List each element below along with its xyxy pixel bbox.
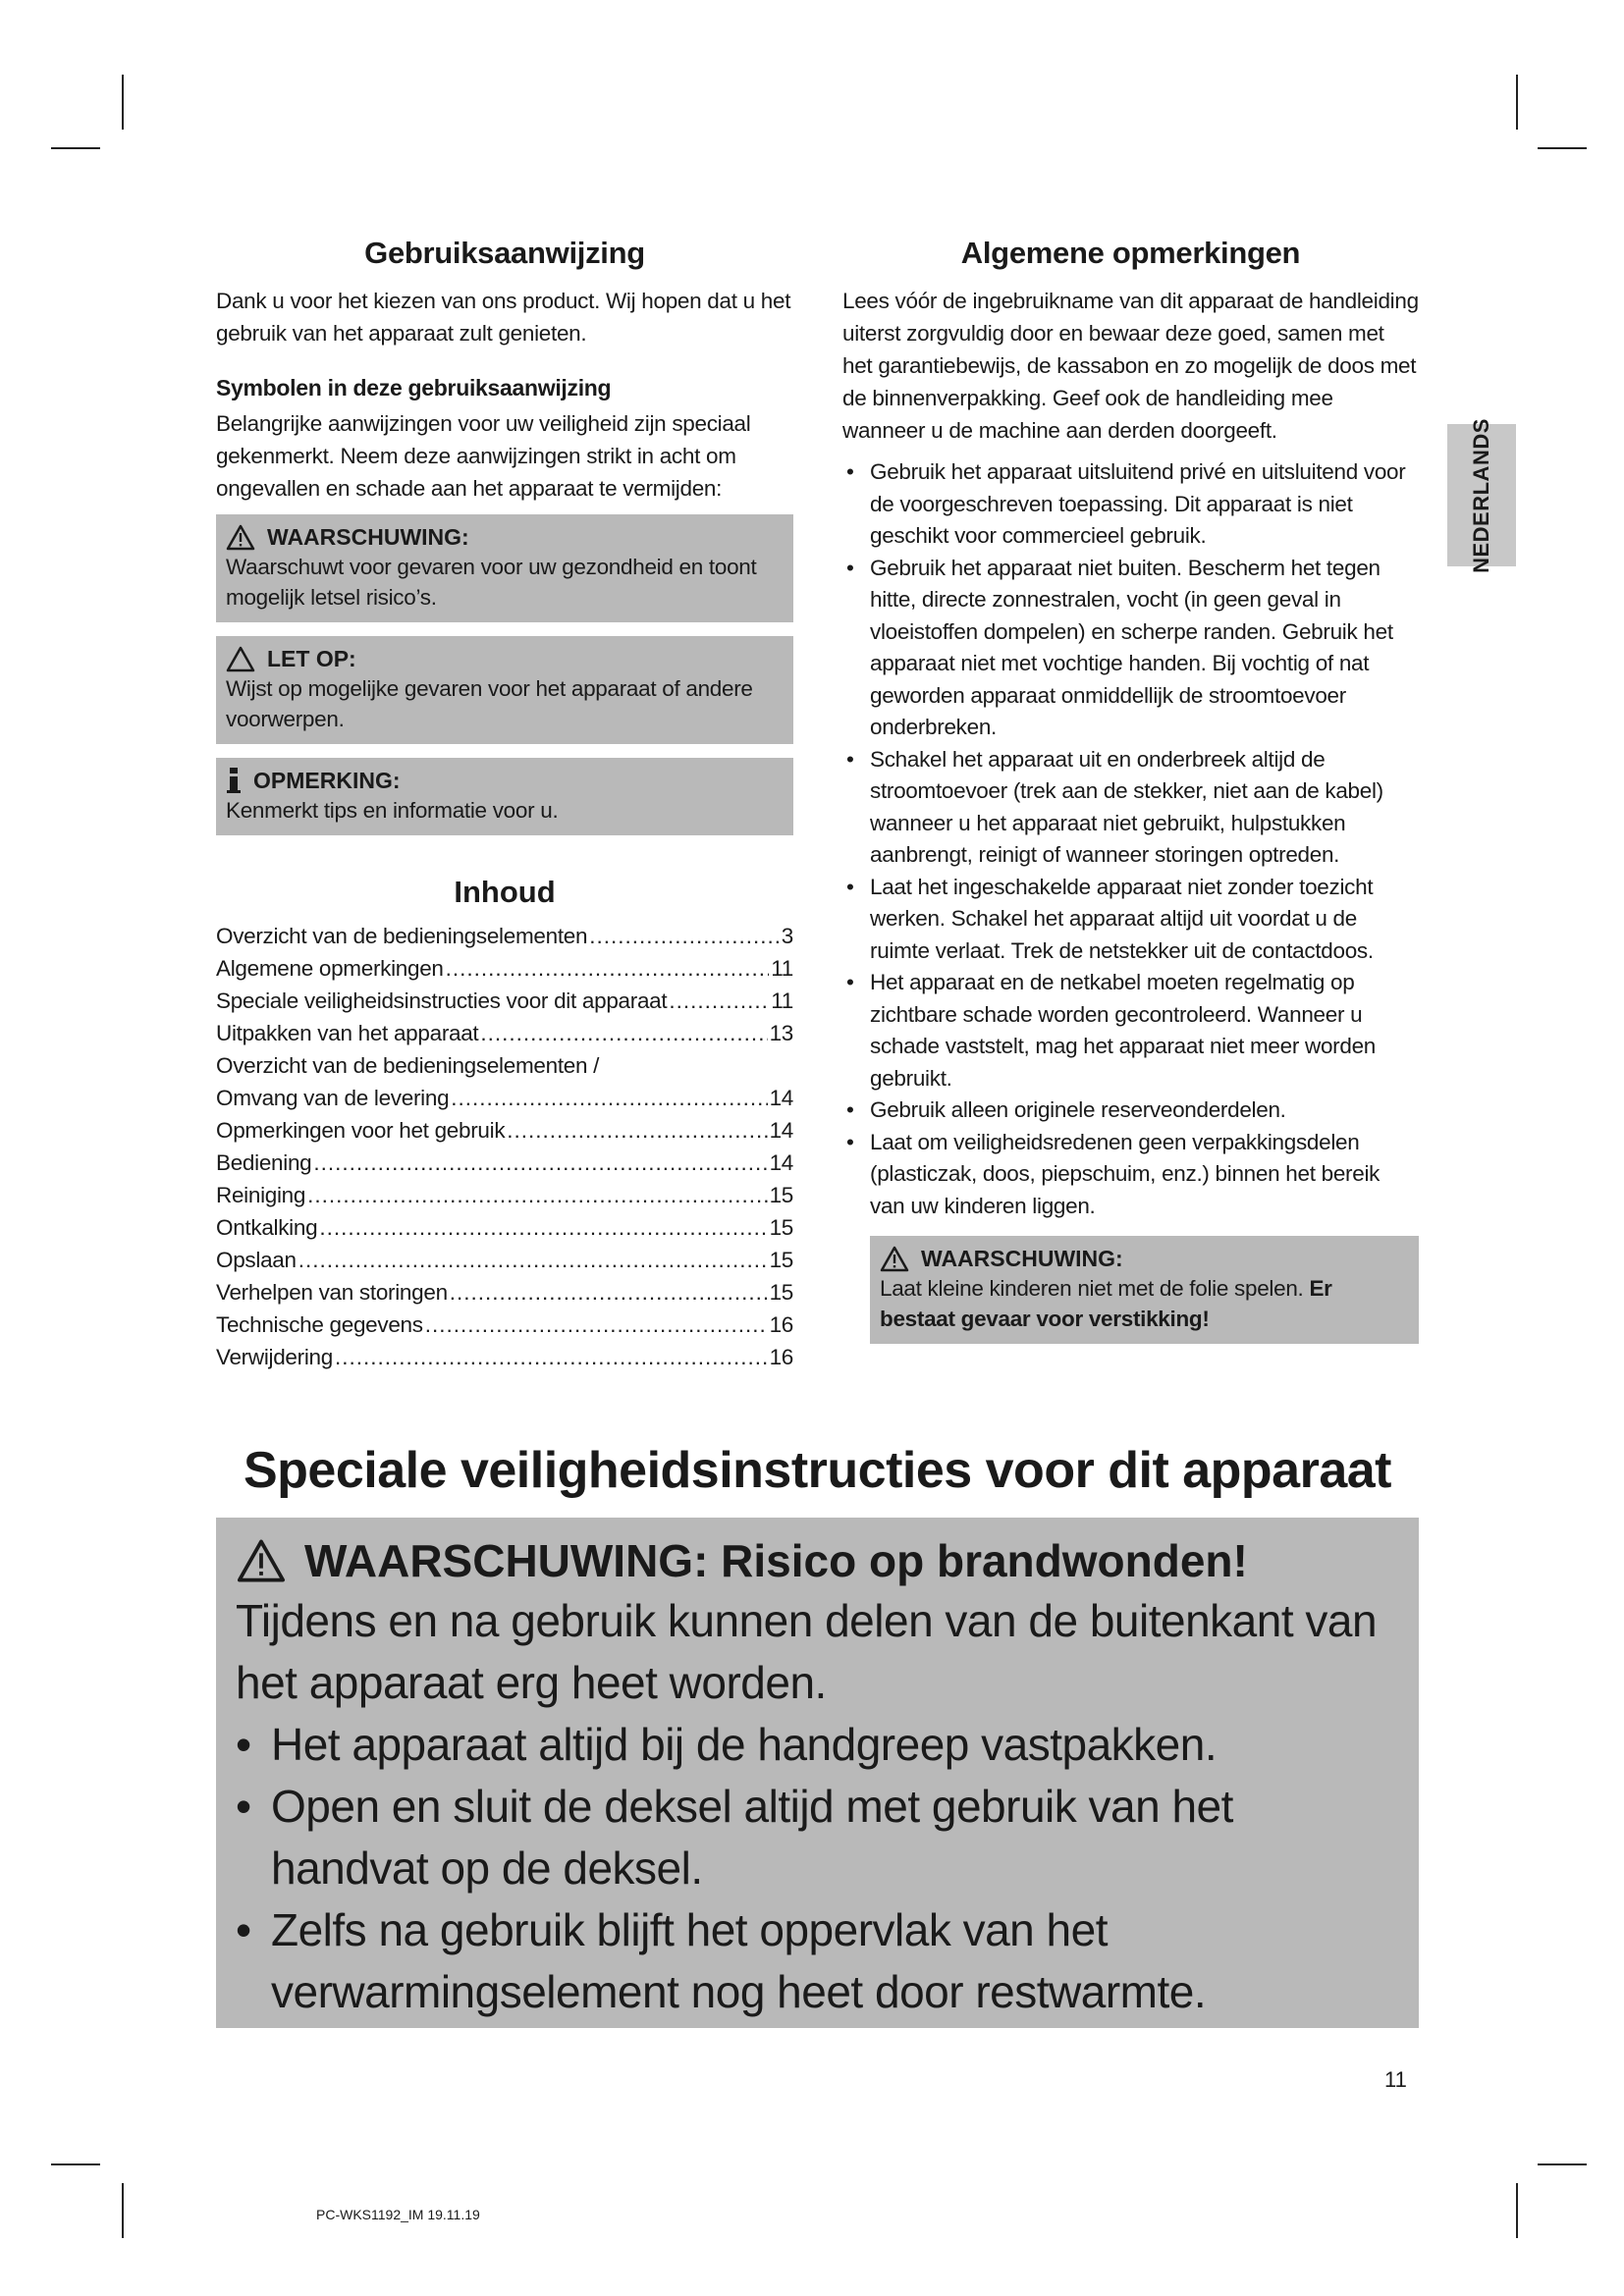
toc-entry[interactable]: Bediening ..... 14 bbox=[216, 1147, 793, 1179]
crop-mark bbox=[51, 147, 100, 149]
list-item: • Laat om veiligheidsredenen geen verpakkingsdelen (plasticzak, doos, piepschuim, enz.) binnen het bereik van uw kinderen liggen. bbox=[842, 1127, 1419, 1223]
toc-entry[interactable]: Speciale veiligheidsinstructies voor dit apparaat ..... 11 bbox=[216, 985, 793, 1017]
symbols-heading: Symbolen in deze gebruiksaanwijzing bbox=[216, 375, 612, 400]
toc-entry[interactable]: Technische gegevens ..... 16 bbox=[216, 1308, 793, 1341]
crop-mark bbox=[51, 2163, 100, 2165]
packaging-warning-bold: Er bestaat gevaar voor verstikking! bbox=[880, 1276, 1332, 1331]
crop-mark bbox=[1538, 2163, 1587, 2165]
page-number: 11 bbox=[1384, 2067, 1407, 2092]
special-safety-heading: Speciale veiligheidsinstructies voor dit apparaat bbox=[243, 1442, 1391, 1499]
instructions-title: Gebruiksaanwijzing bbox=[364, 236, 645, 270]
burn-warning-title: WAARSCHUWING: Risico op brandwonden! bbox=[304, 1535, 1248, 1586]
list-item: • Het apparaat altijd bij de handgreep vastpakken. bbox=[236, 1714, 1399, 1776]
list-item: • Gebruik alleen originele reserveonderdelen. bbox=[842, 1095, 1419, 1127]
toc-entry[interactable]: Opslaan ..... 15 bbox=[216, 1244, 793, 1276]
crop-mark bbox=[122, 75, 124, 130]
toc-entry[interactable]: Ontkalking ..... 15 bbox=[216, 1211, 793, 1244]
note-legend-title: OPMERKING: bbox=[253, 768, 401, 793]
crop-mark bbox=[1516, 2183, 1518, 2238]
general-remarks-title: Algemene opmerkingen bbox=[960, 236, 1301, 270]
toc-entry[interactable]: Reiniging ..... 15 bbox=[216, 1179, 793, 1211]
packaging-warning-title: WAARSCHUWING: bbox=[921, 1246, 1123, 1271]
warning-legend-text: Waarschuwt voor gevaren voor uw gezondheid en toont mogelijk letsel risico’s. bbox=[226, 555, 757, 610]
left-column bbox=[216, 236, 793, 1373]
crop-mark bbox=[1516, 75, 1518, 130]
footer-code: PC-WKS1192_IM 19.11.19 bbox=[316, 2207, 480, 2222]
burn-warning-text: Tijdens en na gebruik kunnen delen van de buitenkant van het apparaat erg heet worden. bbox=[236, 1595, 1378, 1708]
caution-legend-box bbox=[216, 636, 793, 744]
general-remarks-intro: Lees vóór de ingebruikname van dit apparaat de handleiding uiterst zorgvuldig door en bewaar deze goed, samen met het garantiebewijs, de kassabon en zo mogelijk de doos met de binnenverpakking. Geef ook de handleiding mee wanneer u de machine aan derden doorgeeft. bbox=[842, 289, 1419, 443]
crop-mark bbox=[1538, 147, 1587, 149]
note-legend-text: Kenmerkt tips en informatie voor u. bbox=[226, 798, 559, 823]
caution-triangle-icon bbox=[226, 646, 255, 672]
crop-mark bbox=[122, 2183, 124, 2238]
packaging-warning-box bbox=[870, 1236, 1419, 1344]
warning-triangle-icon bbox=[226, 524, 255, 551]
warning-legend-box bbox=[216, 514, 793, 622]
list-item: • Open en sluit de deksel altijd met gebruik van het handvat op de deksel. bbox=[236, 1776, 1399, 1899]
info-icon bbox=[226, 767, 242, 794]
list-item: • Schakel het apparaat uit en onderbreek altijd de stroomtoevoer (trek aan de stekker, niet aan de kabel) wanneer u het apparaat niet gebruikt, hulpstukken aanbrengt, reinigt of wanneer storingen optreden. bbox=[842, 744, 1419, 872]
warning-legend-title: WAARSCHUWING: bbox=[267, 524, 469, 550]
list-item: • Gebruik het apparaat uitsluitend privé en uitsluitend voor de voorgeschreven toepassing. Dit apparaat is niet geschikt voor commercieel gebruik. bbox=[842, 456, 1419, 553]
packaging-warning-text: Laat kleine kinderen niet met de folie spelen. bbox=[880, 1276, 1304, 1301]
language-tab bbox=[1447, 417, 1516, 573]
list-item: • Zelfs na gebruik blijft het oppervlak van het verwarmingselement nog heet door restwarmte. bbox=[236, 1899, 1399, 2023]
warning-triangle-icon bbox=[236, 1538, 287, 1583]
right-column bbox=[842, 236, 1419, 1344]
burn-warning-list bbox=[236, 1714, 1399, 2023]
caution-legend-title: LET OP: bbox=[267, 646, 356, 671]
list-item: • Gebruik het apparaat niet buiten. Bescherm het tegen hitte, directe zonnestralen, vocht (in geen geval in vloeistoffen dompelen) en scherpe randen. Gebruik het apparaat niet met vochtige handen. Bij vochtig of nat geworden apparaat onmiddellijk de stroomtoevoer onderbreken. bbox=[842, 553, 1419, 744]
toc-title: Inhoud bbox=[454, 875, 556, 909]
toc-entry[interactable]: Omvang van de levering ..... 14 bbox=[216, 1082, 793, 1114]
instructions-intro: Dank u voor het kiezen van ons product. Wij hopen dat u het gebruik van het apparaat zult genieten. bbox=[216, 289, 791, 346]
toc-entry[interactable]: Uitpakken van het apparaat ..... 13 bbox=[216, 1017, 793, 1049]
toc-entry[interactable]: Verwijdering ..... 16 bbox=[216, 1341, 793, 1373]
symbols-text: Belangrijke aanwijzingen voor uw veiligheid zijn speciaal gekenmerkt. Neem deze aanwijzingen strikt in acht om ongevallen en schade aan het apparaat te vermijden: bbox=[216, 411, 751, 501]
burn-warning-box bbox=[216, 1518, 1419, 2028]
toc-entry[interactable]: Algemene opmerkingen ..... 11 bbox=[216, 952, 793, 985]
list-item: • Laat het ingeschakelde apparaat niet zonder toezicht werken. Schakel het apparaat altijd uit voordat u de ruimte verlaat. Trek de netstekker uit de contactdoos. bbox=[842, 872, 1419, 968]
toc-entry[interactable]: Verhelpen van storingen ..... 15 bbox=[216, 1276, 793, 1308]
language-tab-label: NEDERLANDS bbox=[1469, 417, 1493, 573]
general-remarks-list bbox=[842, 456, 1419, 1222]
warning-triangle-icon bbox=[880, 1246, 909, 1272]
table-of-contents bbox=[216, 920, 793, 1373]
caution-legend-text: Wijst op mogelijke gevaren voor het apparaat of andere voorwerpen. bbox=[226, 676, 753, 731]
toc-entry[interactable]: Opmerkingen voor het gebruik ..... 14 bbox=[216, 1114, 793, 1147]
toc-entry-line: Overzicht van de bedieningselementen / bbox=[216, 1053, 600, 1078]
list-item: • Het apparaat en de netkabel moeten regelmatig op zichtbare schade worden gecontroleerd. Wanneer u schade vaststelt, mag het apparaat niet meer worden gebruikt. bbox=[842, 967, 1419, 1095]
toc-entry[interactable]: Overzicht van de bedieningselementen ..... 3 bbox=[216, 920, 793, 952]
note-legend-box bbox=[216, 758, 793, 835]
